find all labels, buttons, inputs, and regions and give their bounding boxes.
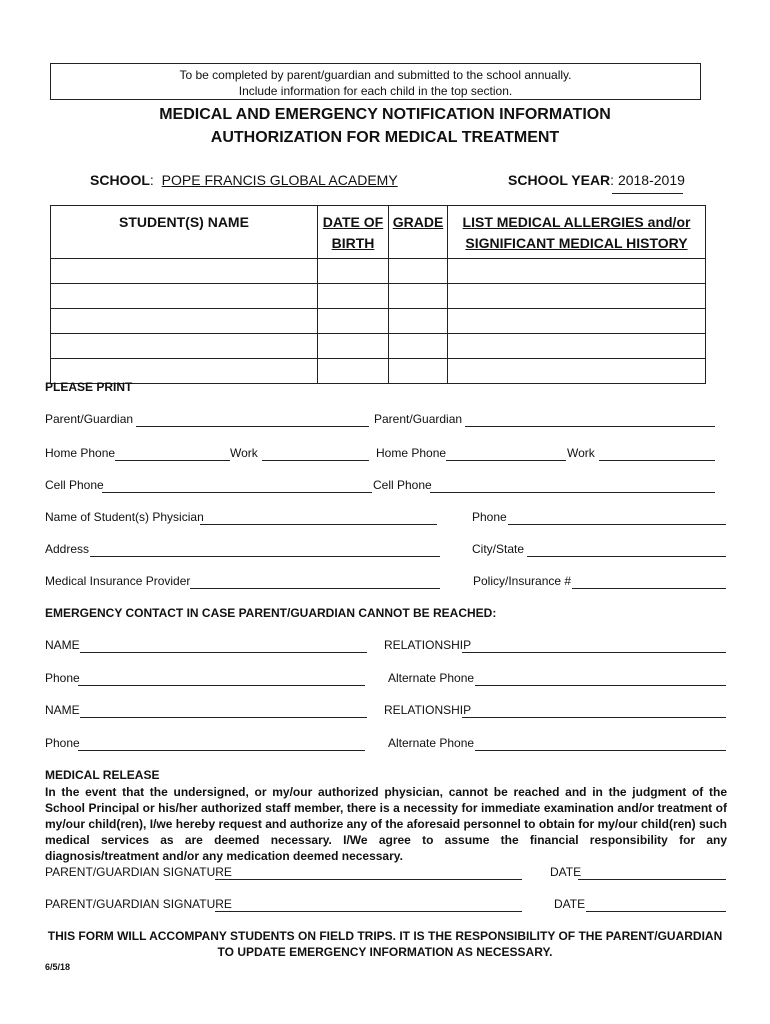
dob-cell[interactable]	[318, 334, 389, 359]
cell-phone-1-label: Cell Phone	[45, 478, 104, 492]
school-value[interactable]: POPE FRANCIS GLOBAL ACADEMY	[161, 172, 398, 188]
table-row	[51, 259, 706, 284]
signature-2-field[interactable]	[215, 911, 522, 912]
school-row: SCHOOL: POPE FRANCIS GLOBAL ACADEMY	[90, 172, 398, 188]
footer-line-2: TO UPDATE EMERGENCY INFORMATION AS NECESSARY.	[217, 945, 553, 959]
emergency-relationship-1-label: RELATIONSHIP	[384, 638, 472, 652]
history-cell[interactable]	[448, 309, 706, 334]
col-header-dob-1: DATE OF	[322, 214, 384, 230]
work-1-field[interactable]	[262, 460, 369, 461]
date-1-field[interactable]	[578, 879, 726, 880]
student-name-cell[interactable]	[51, 259, 318, 284]
school-year-value[interactable]: 2018-2019	[617, 172, 685, 188]
history-cell[interactable]	[448, 359, 706, 384]
physician-label: Name of Student(s) Physician	[45, 510, 204, 524]
insurance-label: Medical Insurance Provider	[45, 574, 191, 588]
grade-cell[interactable]	[389, 359, 448, 384]
parent-guardian-1-field[interactable]	[136, 426, 369, 427]
city-state-field[interactable]	[527, 556, 726, 557]
grade-cell[interactable]	[389, 259, 448, 284]
table-row	[51, 284, 706, 309]
form-title-line-2: AUTHORIZATION FOR MEDICAL TREATMENT	[210, 129, 560, 146]
emergency-name-2-field[interactable]	[80, 717, 367, 718]
student-name-cell[interactable]	[51, 334, 318, 359]
col-header-student-name: STUDENT(S) NAME	[51, 206, 318, 259]
grade-cell[interactable]	[389, 334, 448, 359]
emergency-relationship-1-field[interactable]	[462, 652, 726, 653]
home-phone-2-field[interactable]	[446, 460, 566, 461]
table-row	[51, 334, 706, 359]
table-row	[51, 309, 706, 334]
dob-cell[interactable]	[318, 259, 389, 284]
cell-phone-2-field[interactable]	[430, 492, 715, 493]
parent-guardian-1-label: Parent/Guardian	[45, 412, 134, 426]
history-cell[interactable]	[448, 259, 706, 284]
table-header-row	[51, 206, 706, 259]
signature-1-label: PARENT/GUARDIAN SIGNATURE	[45, 865, 232, 879]
school-year-row: SCHOOL YEAR: 2018-2019	[508, 172, 685, 188]
date-1-label: DATE	[550, 865, 582, 879]
date-2-field[interactable]	[586, 911, 726, 912]
emergency-phone-2-label: Phone	[45, 736, 80, 750]
col-header-history	[448, 206, 706, 259]
emergency-heading: EMERGENCY CONTACT IN CASE PARENT/GUARDIAN CANNOT BE REACHED:	[45, 606, 497, 620]
cell-phone-2-label: Cell Phone	[373, 478, 432, 492]
parent-guardian-2-label: Parent/Guardian	[374, 412, 463, 426]
history-cell[interactable]	[448, 334, 706, 359]
school-label: SCHOOL	[90, 172, 150, 188]
col-header-history-1: LIST MEDICAL ALLERGIES and/or	[462, 214, 691, 230]
emergency-phone-1-label: Phone	[45, 671, 80, 685]
policy-label: Policy/Insurance #	[473, 574, 572, 588]
form-title-line-1: MEDICAL AND EMERGENCY NOTIFICATION INFORMATION	[159, 106, 611, 123]
col-header-history-2: SIGNIFICANT MEDICAL HISTORY	[465, 235, 688, 251]
notice-box	[50, 63, 701, 100]
physician-phone-label: Phone	[472, 510, 507, 524]
emergency-relationship-2-field[interactable]	[462, 717, 726, 718]
grade-cell[interactable]	[389, 309, 448, 334]
emergency-alt-phone-1-label: Alternate Phone	[388, 671, 475, 685]
work-1-label: Work	[230, 446, 258, 460]
emergency-alt-phone-2-label: Alternate Phone	[388, 736, 475, 750]
table-row	[51, 359, 706, 384]
home-phone-1-field[interactable]	[115, 460, 230, 461]
signature-2-label: PARENT/GUARDIAN SIGNATURE	[45, 897, 232, 911]
dob-cell[interactable]	[318, 284, 389, 309]
emergency-phone-2-field[interactable]	[78, 750, 365, 751]
emergency-alt-phone-2-field[interactable]	[475, 750, 726, 751]
footer-line-1: THIS FORM WILL ACCOMPANY STUDENTS ON FIELD TRIPS. IT IS THE RESPONSIBILITY OF THE PARENT/GUARDIAN	[47, 929, 723, 943]
school-year-label: SCHOOL YEAR	[508, 172, 611, 188]
students-table	[50, 205, 706, 384]
dob-cell[interactable]	[318, 359, 389, 384]
work-2-label: Work	[567, 446, 595, 460]
school-year-underline	[612, 193, 683, 194]
emergency-alt-phone-1-field[interactable]	[475, 685, 726, 686]
col-header-dob-2: BIRTH	[331, 235, 375, 251]
physician-phone-field[interactable]	[508, 524, 726, 525]
emergency-relationship-2-label: RELATIONSHIP	[384, 703, 472, 717]
emergency-name-1-label: NAME	[45, 638, 80, 652]
student-name-cell[interactable]	[51, 284, 318, 309]
address-field[interactable]	[90, 556, 440, 557]
address-label: Address	[45, 542, 90, 556]
revision-date: 6/5/18	[45, 962, 71, 972]
history-cell[interactable]	[448, 284, 706, 309]
emergency-phone-1-field[interactable]	[78, 685, 365, 686]
col-header-dob	[318, 206, 389, 259]
work-2-field[interactable]	[599, 460, 715, 461]
emergency-name-1-field[interactable]	[80, 652, 367, 653]
insurance-field[interactable]	[190, 588, 440, 589]
grade-cell[interactable]	[389, 284, 448, 309]
please-print-label: PLEASE PRINT	[45, 380, 133, 394]
notice-line-2: Include information for each child in the top section.	[238, 84, 513, 98]
physician-field[interactable]	[200, 524, 437, 525]
policy-field[interactable]	[572, 588, 726, 589]
medical-release-heading: MEDICAL RELEASE	[45, 768, 160, 782]
notice-line-1: To be completed by parent/guardian and submitted to the school annually.	[179, 68, 572, 82]
home-phone-2-label: Home Phone	[376, 446, 447, 460]
col-header-grade: GRADE	[389, 206, 448, 259]
cell-phone-1-field[interactable]	[102, 492, 372, 493]
city-state-label: City/State	[472, 542, 525, 556]
parent-guardian-2-field[interactable]	[465, 426, 715, 427]
signature-1-field[interactable]	[215, 879, 522, 880]
student-name-cell[interactable]	[51, 309, 318, 334]
home-phone-1-label: Home Phone	[45, 446, 116, 460]
dob-cell[interactable]	[318, 309, 389, 334]
medical-release-text: In the event that the undersigned, or my/our authorized physician, cannot be reached and in the judgment of the School Principal or his/her authorized staff member, there is a necessity for immediate examination and/or treatment of my/our child(ren), I/we hereby request and authorize any of the aforesaid personnel to obtain for my/our child(ren) such medical services as are deemed necessary. I/We agree to assume the financial responsibility for any diagnosis/treatment and/or any medication deemed necessary.	[45, 785, 727, 863]
date-2-label: DATE	[554, 897, 586, 911]
emergency-name-2-label: NAME	[45, 703, 80, 717]
